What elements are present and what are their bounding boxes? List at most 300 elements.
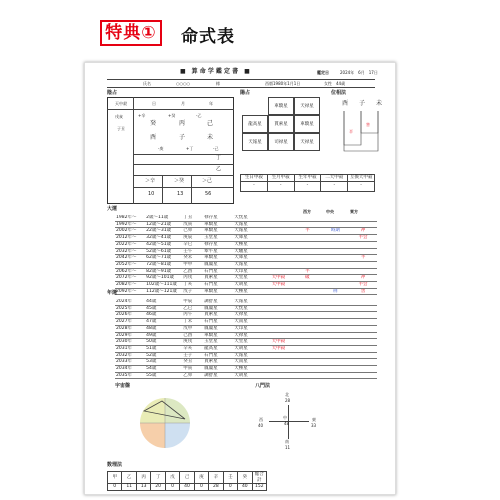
table-row <box>115 366 377 373</box>
suri-head: 丙 <box>136 472 150 484</box>
table-cell: 半 <box>294 228 322 235</box>
table-cell: 禄存星 <box>203 215 233 221</box>
table-cell <box>263 241 293 248</box>
table-cell: 2031年 <box>115 345 145 352</box>
suri-head: 乙 <box>122 472 136 484</box>
table-cell <box>349 261 377 268</box>
taiun-label: 大運 <box>107 206 118 212</box>
table-cell <box>321 345 349 352</box>
table-cell: 天極星 <box>233 366 263 373</box>
table-cell: 天胡星 <box>233 282 263 289</box>
table-cell <box>321 282 349 289</box>
table-cell <box>263 235 293 242</box>
table-cell: 46歳 <box>145 312 182 319</box>
date-label: 鑑定日 <box>317 70 329 75</box>
table-cell <box>294 305 322 312</box>
table-cell: 丁未 <box>182 319 203 326</box>
table-cell <box>321 325 349 332</box>
table-cell: 甲寅 <box>182 366 203 373</box>
stem-day: 癸 <box>150 120 157 127</box>
yoyo-cell: 司禄星 <box>268 133 294 151</box>
birth-date: 西暦1980年1月1日 <box>265 81 301 86</box>
table-cell: 45歳 <box>145 305 182 312</box>
table-cell <box>263 221 293 228</box>
table-cell: 石門星 <box>203 282 233 289</box>
table-cell: 12歳〜21歳 <box>145 221 182 228</box>
lower-mark: +丁 <box>186 146 194 151</box>
tenchusatsu-table <box>240 174 375 192</box>
table-cell <box>321 319 349 326</box>
suri-value: 40 <box>238 484 252 491</box>
table-row <box>115 312 377 319</box>
tenchusatsu-label: 天中殺 <box>115 101 127 106</box>
table-cell: 調舒星 <box>203 372 233 379</box>
table-cell <box>294 241 322 248</box>
tenchu-head: 二天中殺 <box>321 175 348 182</box>
table-row <box>115 268 377 275</box>
table-cell: 戊寅 <box>182 221 203 228</box>
table-cell <box>349 359 377 366</box>
yoyo-cell: 天禄星 <box>294 97 320 115</box>
table-row <box>115 305 377 312</box>
table-cell: 天印星 <box>233 268 263 275</box>
table-cell <box>349 345 377 352</box>
table-row <box>115 332 377 339</box>
hachimon-east: 東 <box>312 417 316 422</box>
table-cell <box>294 282 322 289</box>
table-cell <box>294 235 322 242</box>
table-row <box>115 235 377 242</box>
suri-head: 甲 <box>108 472 122 484</box>
hidden-stem: 丁 <box>216 155 222 161</box>
table-cell <box>294 319 322 326</box>
table-cell: 49歳 <box>145 332 182 339</box>
table-cell: 天報星 <box>233 299 263 305</box>
tenchusatsu-value: 戌亥 <box>115 114 123 119</box>
suri-label: 数理法 <box>107 462 123 468</box>
hachimon-west-value: 40 <box>258 423 264 428</box>
isoho-branch: 未 <box>376 100 383 107</box>
table-cell: 冲 <box>349 228 377 235</box>
table-cell <box>294 261 322 268</box>
col-head-center: 中央 <box>326 209 334 214</box>
table-cell: 半 <box>349 255 377 262</box>
table-cell: 車騎星 <box>203 255 233 262</box>
table-cell: 2022年〜 <box>115 241 145 248</box>
hachimon-south-value: 11 <box>285 445 291 450</box>
table-cell: 天禄星 <box>233 332 263 339</box>
table-cell: 破 <box>294 275 322 282</box>
table-cell <box>263 288 293 295</box>
table-cell: 天中殺 <box>263 275 293 282</box>
table-cell <box>349 221 377 228</box>
table-cell: 2002年〜 <box>115 228 145 235</box>
table-cell <box>263 312 293 319</box>
table-cell: 62歳〜71歳 <box>145 255 182 262</box>
suri-head: 戊 <box>165 472 179 484</box>
table-row <box>115 248 377 255</box>
table-cell: 乙巳 <box>182 305 203 312</box>
table-cell <box>294 352 322 359</box>
tenchu-head: 生年中殺 <box>294 175 321 182</box>
divider <box>107 79 375 80</box>
table-cell: 82歳〜91歳 <box>145 268 182 275</box>
table-cell: 鳳閣星 <box>203 261 233 268</box>
isoho-label: 位相法 <box>331 90 347 96</box>
table-cell: 天南星 <box>233 359 263 366</box>
inyo-label: 陰占 <box>107 90 118 96</box>
table-cell: 癸未 <box>182 255 203 262</box>
table-cell <box>321 275 349 282</box>
suri-head: 丁 <box>151 472 165 484</box>
name-value: ○○○○ <box>176 81 190 86</box>
table-cell: 冲 <box>349 275 377 282</box>
shukumei-value: 子丑 <box>117 126 125 131</box>
table-cell <box>349 248 377 255</box>
table-cell <box>263 352 293 359</box>
yoyo-cell: 車騎星 <box>294 115 320 133</box>
honorific: 様 <box>216 81 220 86</box>
table-cell: 2028年 <box>115 325 145 332</box>
table-cell: 53歳 <box>145 359 182 366</box>
table-cell <box>321 235 349 242</box>
table-cell: 天馳星 <box>233 248 263 255</box>
table-row <box>115 352 377 359</box>
table-cell: 2033年 <box>115 359 145 366</box>
table-cell: 2052年〜 <box>115 261 145 268</box>
table-cell: 丙戌 <box>182 275 203 282</box>
table-row <box>115 339 377 346</box>
suri-value: 28 <box>209 484 223 491</box>
hachimon-north-value: 28 <box>285 398 291 403</box>
table-cell <box>263 261 293 268</box>
table-cell: 42歳〜51歳 <box>145 241 182 248</box>
table-cell: 天極星 <box>233 241 263 248</box>
col-head-east: 東方 <box>350 209 358 214</box>
tenchu-value: - <box>348 181 375 191</box>
table-cell: 時期 <box>321 228 349 235</box>
table-cell <box>349 325 377 332</box>
table-cell <box>294 359 322 366</box>
table-cell: 玉堂星 <box>203 235 233 242</box>
table-cell <box>349 268 377 275</box>
table-cell <box>294 288 322 295</box>
table-cell <box>349 305 377 312</box>
table-cell: 車騎星 <box>203 332 233 339</box>
col-head-west: 西方 <box>303 209 311 214</box>
table-cell: 天印星 <box>233 325 263 332</box>
yoyo-label: 陽占 <box>240 90 251 96</box>
suri-row <box>108 472 267 484</box>
table-cell <box>263 248 293 255</box>
table-cell <box>263 319 293 326</box>
table-cell: 貫索星 <box>203 275 233 282</box>
table-cell: 天報星 <box>233 261 263 268</box>
uchuban-disc <box>135 393 195 453</box>
table-cell <box>321 248 349 255</box>
hachimon-north: 北 <box>285 392 289 397</box>
table-cell <box>321 221 349 228</box>
date-value: 2024年 6月 17日 <box>340 70 378 75</box>
table-cell: 2030年 <box>115 339 145 346</box>
table-cell: 47歳 <box>145 319 182 326</box>
table-cell <box>263 228 293 235</box>
table-cell: 甲申 <box>182 261 203 268</box>
table-cell <box>263 332 293 339</box>
table-cell: 112歳〜121歳 <box>145 288 182 295</box>
table-cell <box>294 248 322 255</box>
table-row <box>115 221 377 228</box>
table-cell <box>321 366 349 373</box>
suri-value: 20 <box>151 484 165 491</box>
suri-value: 152 <box>252 484 266 491</box>
table-cell: 己卯 <box>182 228 203 235</box>
table-cell <box>294 325 322 332</box>
table-cell: 天報星 <box>233 221 263 228</box>
upper-mark: -乙 <box>196 113 202 118</box>
table-cell <box>294 255 322 262</box>
suri-value: 0 <box>223 484 237 491</box>
page-badge: 特典① <box>100 20 162 46</box>
table-cell: 72歳〜81歳 <box>145 261 182 268</box>
table-cell: 己酉 <box>182 332 203 339</box>
suri-row <box>108 484 267 491</box>
table-row <box>115 288 377 295</box>
table-row <box>115 261 377 268</box>
table-cell: 丁亥 <box>182 282 203 289</box>
yoyo-cell: 貫索星 <box>268 115 294 133</box>
table-cell <box>349 312 377 319</box>
table-cell: 1982年〜 <box>115 215 145 221</box>
table-cell: 55歳 <box>145 372 182 379</box>
suri-table <box>107 471 267 491</box>
table-cell: 天中殺 <box>263 345 293 352</box>
table-cell: 2歳〜11歳 <box>145 215 182 221</box>
table-cell: 天庫星 <box>233 235 263 242</box>
table-cell: 貫索星 <box>203 359 233 366</box>
table-cell <box>349 366 377 373</box>
table-cell: 2042年〜 <box>115 255 145 262</box>
table-row <box>115 372 377 379</box>
table-cell: 半 <box>294 268 322 275</box>
table-cell <box>294 345 322 352</box>
table-cell: 辛巳 <box>182 241 203 248</box>
table-cell: 2025年 <box>115 305 145 312</box>
divider <box>107 87 375 88</box>
tenchu-head: 生月中殺 <box>267 175 294 182</box>
table-cell <box>263 359 293 366</box>
lower-mark: -庚 <box>158 146 164 151</box>
table-cell: 車騎星 <box>203 288 233 295</box>
table-cell: 害 <box>349 288 377 295</box>
table-cell <box>349 319 377 326</box>
table-cell: 乙卯 <box>182 372 203 379</box>
table-cell <box>321 372 349 379</box>
table-cell: 戊申 <box>182 325 203 332</box>
table-cell: 1992年〜 <box>115 221 145 228</box>
hachimon-center: 中 <box>283 415 287 420</box>
table-cell: 丁丑 <box>182 215 203 221</box>
table-cell: 壬午 <box>182 248 203 255</box>
table-cell <box>321 359 349 366</box>
col-head-month: 月 <box>181 101 185 106</box>
col-head-day: 日 <box>152 101 156 106</box>
suri-value: 0 <box>108 484 122 491</box>
table-cell: 51歳 <box>145 345 182 352</box>
branch-year: 未 <box>207 134 214 141</box>
table-cell <box>263 366 293 373</box>
table-cell: 2024年 <box>115 299 145 305</box>
table-cell <box>294 312 322 319</box>
table-cell: 戊子 <box>182 288 203 295</box>
suri-value: 40 <box>180 484 194 491</box>
table-cell: 2032年〜 <box>115 248 145 255</box>
table-cell: 鳳閣星 <box>203 325 233 332</box>
table-cell: 2082年〜 <box>115 282 145 289</box>
table-cell: 半会 <box>349 282 377 289</box>
suri-value: 11 <box>122 484 136 491</box>
upper-mark: +辛 <box>138 113 146 118</box>
table-cell: 天堂星 <box>233 275 263 282</box>
table-cell: 2034年 <box>115 366 145 373</box>
table-row <box>115 345 377 352</box>
stem-month: 丙 <box>179 120 186 127</box>
doc-title: ■ 算 命 学 鑑 定 書 ■ <box>180 68 250 75</box>
suri-head: 癸 <box>238 472 252 484</box>
table-cell: 玉堂星 <box>203 339 233 346</box>
name-label: 氏名 <box>143 81 151 86</box>
suri-value: 13 <box>136 484 150 491</box>
table-cell: 54歳 <box>145 366 182 373</box>
table-cell: 天堂星 <box>233 339 263 346</box>
yoyo-cell: 天報星 <box>242 133 268 151</box>
branch-day: 酉 <box>150 134 157 141</box>
table-cell <box>263 372 293 379</box>
table-cell: 32歳〜41歳 <box>145 235 182 242</box>
lower-mark: -己 <box>213 146 219 151</box>
tenchu-head: 互換天中殺 <box>348 175 375 182</box>
table-cell: 鳳閣星 <box>203 305 233 312</box>
table-row <box>115 359 377 366</box>
table-cell <box>294 366 322 373</box>
table-cell <box>321 332 349 339</box>
suri-head: 辛 <box>209 472 223 484</box>
table-cell: 22歳〜31歳 <box>145 228 182 235</box>
hachimon-east-value: 33 <box>311 423 317 428</box>
zokan: ＞己 <box>202 178 213 184</box>
table-cell: 44歳 <box>145 299 182 305</box>
table-cell: 92歳〜101歳 <box>145 275 182 282</box>
table-cell: 半会 <box>349 235 377 242</box>
table-cell: 癸丑 <box>182 359 203 366</box>
table-cell <box>263 325 293 332</box>
tenchu-value: - <box>241 181 268 191</box>
table-cell: 石門星 <box>203 352 233 359</box>
table-cell: 天庫星 <box>233 255 263 262</box>
table-cell: 102歳〜111歳 <box>145 282 182 289</box>
table-cell: 天中殺 <box>263 282 293 289</box>
table-cell: 石門星 <box>203 268 233 275</box>
hachimon-label: 八門法 <box>255 383 271 389</box>
table-cell <box>349 372 377 379</box>
table-cell: 天禄星 <box>233 312 263 319</box>
page-title: 命式表 <box>181 27 235 47</box>
hachimon-west: 西 <box>259 417 263 422</box>
table-cell: 天恍星 <box>233 215 263 221</box>
hidden-stem: 乙 <box>216 166 222 172</box>
table-row <box>115 228 377 235</box>
table-cell <box>349 339 377 346</box>
table-cell: 貫索星 <box>203 312 233 319</box>
table-cell <box>294 332 322 339</box>
table-cell <box>321 241 349 248</box>
tenchu-head: 生日中殺 <box>241 175 268 182</box>
table-cell: 庚戌 <box>182 339 203 346</box>
table-cell <box>349 332 377 339</box>
table-cell: 2032年 <box>115 352 145 359</box>
table-cell <box>321 268 349 275</box>
number: 13 <box>177 191 184 197</box>
table-cell: 天中殺 <box>263 339 293 346</box>
table-cell: 刑 <box>321 288 349 295</box>
suri-value: 0 <box>165 484 179 491</box>
table-cell: 2029年 <box>115 332 145 339</box>
table-cell <box>349 352 377 359</box>
table-cell <box>321 261 349 268</box>
table-cell <box>321 312 349 319</box>
table-cell: 辛亥 <box>182 345 203 352</box>
table-cell: 50歳 <box>145 339 182 346</box>
table-row <box>115 275 377 282</box>
table-cell: 天胡星 <box>233 345 263 352</box>
yoyo-cell: 天禄星 <box>294 133 320 151</box>
table-cell: 石門星 <box>203 319 233 326</box>
gender-age: 女性 44歳 <box>324 81 346 86</box>
tenchu-value: - <box>321 181 348 191</box>
taiun-table <box>115 215 377 295</box>
table-cell: 天恍星 <box>233 305 263 312</box>
table-cell: 2026年 <box>115 312 145 319</box>
table-row <box>115 325 377 332</box>
hachimon-south: 南 <box>285 439 289 444</box>
table-cell: 天報星 <box>233 228 263 235</box>
table-cell <box>263 268 293 275</box>
table-row <box>115 319 377 326</box>
table-cell: 車騎星 <box>203 228 233 235</box>
suri-head: 総合計 <box>252 472 266 484</box>
nenun-label: 年運 <box>107 290 118 296</box>
upper-mark: +癸 <box>168 113 176 118</box>
col-head-year: 年 <box>209 101 213 106</box>
table-cell <box>263 305 293 312</box>
hachimon-center-value: 48 <box>284 421 290 426</box>
table-cell: 天南星 <box>233 319 263 326</box>
table-cell <box>321 305 349 312</box>
table-cell: 調舒星 <box>203 299 233 305</box>
table-row <box>115 255 377 262</box>
table-cell <box>349 241 377 248</box>
suri-value: 0 <box>194 484 208 491</box>
table-cell <box>321 255 349 262</box>
suri-head: 庚 <box>194 472 208 484</box>
yoyo-cell: 龍高星 <box>242 115 268 133</box>
nenun-table <box>115 299 377 379</box>
table-cell: 48歳 <box>145 325 182 332</box>
number: 56 <box>205 191 212 197</box>
suri-head: 壬 <box>223 472 237 484</box>
tenchu-value: - <box>294 181 321 191</box>
table-cell: 2092年〜 <box>115 288 145 295</box>
